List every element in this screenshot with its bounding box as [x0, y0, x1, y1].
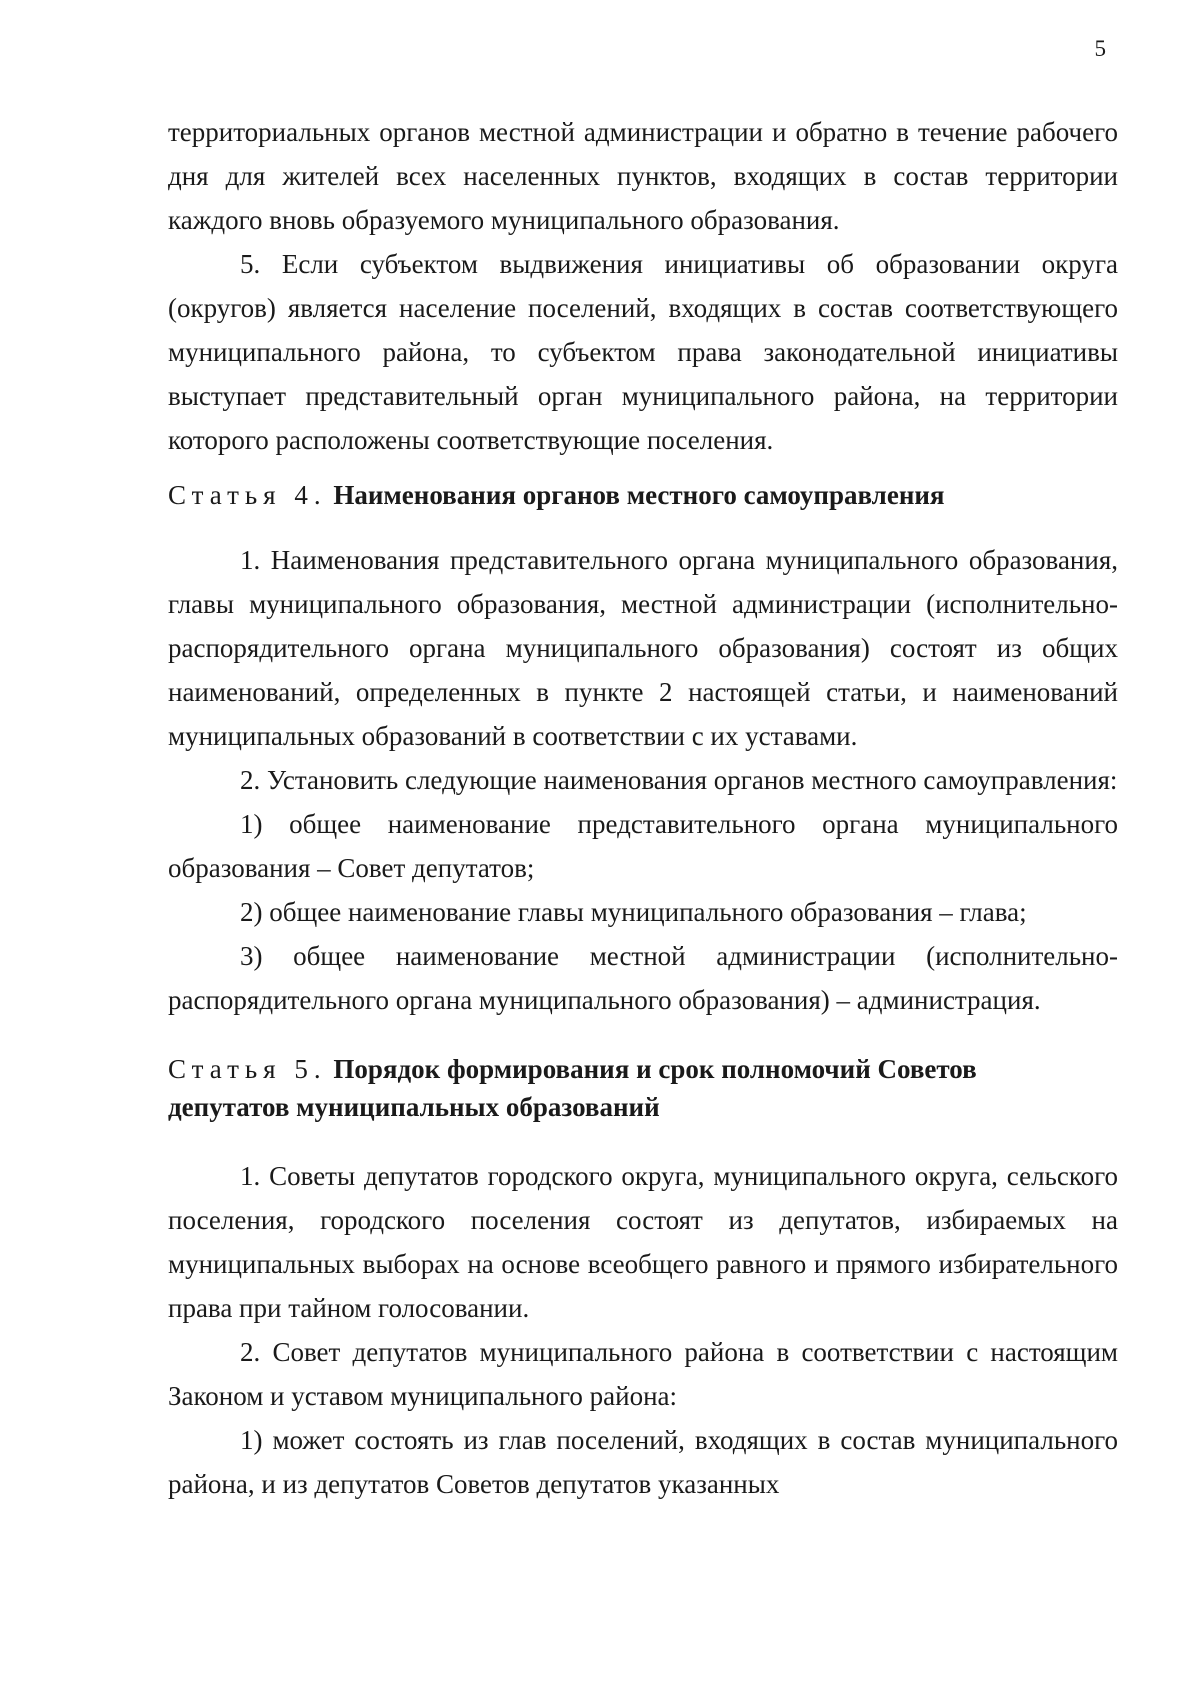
paragraph-continuation: территориальных органов местной администрации и обратно в течение рабочего дня для жителей всех населенных пунктов, входящих в состав территории каждого вновь образуемого муниципального образования. [168, 117, 1118, 235]
article-4-paragraph-1: 1. Наименования представительного органа муниципального образования, главы муниципального образования, местной администрации (исполнительно-распорядительного органа муниципального образования) состоят из общих наименований, определенных в пункте 2 настоящей статьи, и наименований муниципальных образований в соответствии с их уставами. [168, 545, 1118, 751]
article-5-paragraph-2: 2. Совет депутатов муниципального района в соответствии с настоящим Законом и уставом муниципального района: [168, 1337, 1118, 1411]
article-5-heading [168, 1050, 1118, 1126]
article-4-subitem-1: 1) общее наименование представительного органа муниципального образования – Совет депутатов; [168, 809, 1118, 883]
article-5-label: Статья 5. [168, 1054, 327, 1084]
page-number: 5 [1094, 36, 1106, 61]
document-body [168, 110, 1118, 1506]
article-5-subitem-1: 1) может состоять из глав поселений, входящих в состав муниципального района, и из депутатов Советов депутатов указанных [168, 1425, 1118, 1499]
article-4-paragraph-2: 2. Установить следующие наименования органов местного самоуправления: [240, 765, 1118, 795]
article-4-heading [168, 476, 1118, 514]
article-4-subitem-3: 3) общее наименование местной администрации (исполнительно-распорядительного органа муниципального образования) – администрация. [168, 941, 1118, 1015]
article-5-paragraph-1: 1. Советы депутатов городского округа, муниципального округа, сельского поселения, городского поселения состоят из депутатов, избираемых на муниципальных выборах на основе всеобщего равного и прямого избирательного права при тайном голосовании. [168, 1161, 1118, 1323]
article-5-title-line-1: Порядок формирования и срок полномочий Советов [333, 1054, 977, 1084]
article-5-title-line-2: депутатов муниципальных образований [168, 1092, 660, 1122]
paragraph-item-5: 5. Если субъектом выдвижения инициативы об образовании округа (округов) является население поселений, входящих в состав соответствующего муниципального района, то субъектом права законодательной инициативы выступает представительный орган муниципального района, на территории которого расположены соответствующие поселения. [168, 249, 1118, 455]
article-4-subitem-2: 2) общее наименование главы муниципального образования – глава; [240, 897, 1027, 927]
article-4-label: Статья 4. [168, 480, 327, 510]
article-4-title: Наименования органов местного самоуправления [333, 480, 945, 510]
